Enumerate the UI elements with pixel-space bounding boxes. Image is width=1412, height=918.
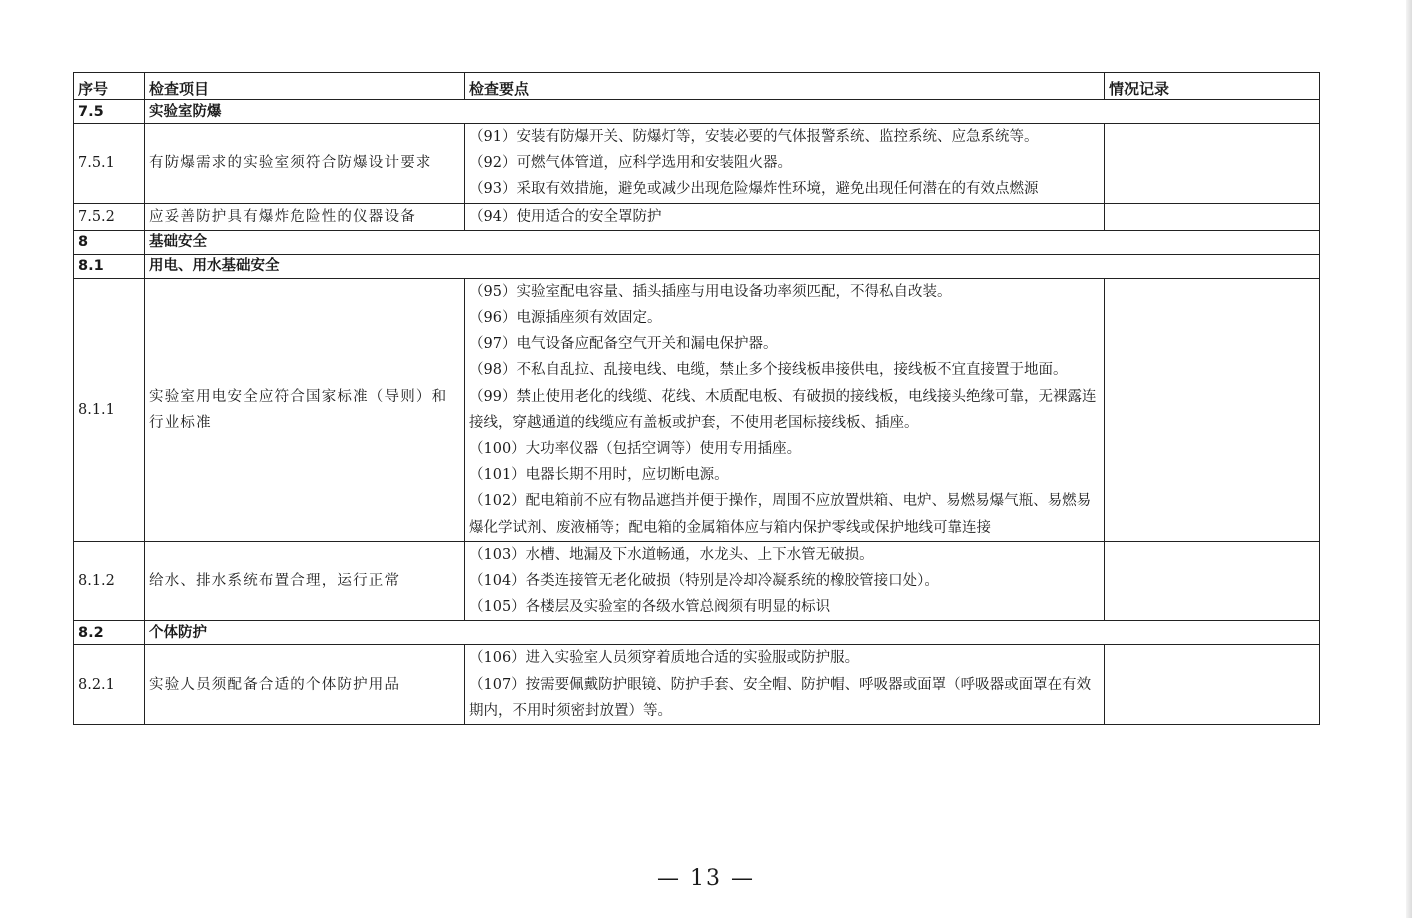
section-title: 个体防护 [145, 621, 1320, 645]
check-point: （106）进入实验室人员须穿着质地合适的实验服或防护服。 [469, 650, 860, 667]
row-item: 实验室用电安全应符合国家标准（导则）和行业标准 [145, 278, 465, 541]
section-no: 8.1 [74, 254, 145, 278]
row-item: 给水、排水系统布置合理，运行正常 [145, 541, 465, 621]
section-no: 7.5 [74, 100, 145, 124]
check-point: （102）配电箱前不应有物品遮挡并便于操作，周围不应放置烘箱、电炉、易燃易爆气瓶、易燃易爆化学试剂、废液桶等；配电箱的金属箱体应与箱内保护零线或保护地线可靠连接 [469, 493, 1092, 536]
section-title: 实验室防爆 [145, 100, 1320, 124]
record-cell[interactable] [1105, 278, 1320, 541]
row-points [465, 278, 1105, 541]
check-point: （98）不私自乱拉、乱接电线、电缆，禁止多个接线板串接供电，接线板不宜直接置于地面。 [469, 362, 1068, 379]
header-record: 情况记录 [1105, 73, 1320, 100]
row-points [465, 645, 1105, 725]
page-edge-shadow [1406, 0, 1412, 918]
record-cell[interactable] [1105, 203, 1320, 230]
row-points [465, 541, 1105, 621]
table-row [74, 124, 1320, 204]
table-header-row [74, 73, 1320, 100]
check-point: （91）安装有防爆开关、防爆灯等，安装必要的气体报警系统、监控系统、应急系统等。 [469, 129, 1039, 145]
table-row [74, 645, 1320, 725]
table-row [74, 203, 1320, 230]
table-row [74, 541, 1320, 621]
check-point: （103）水槽、地漏及下水道畅通，水龙头、上下水管无破损。 [469, 546, 874, 563]
check-point: （97）电气设备应配备空气开关和漏电保护器。 [469, 336, 778, 353]
section-title: 基础安全 [145, 230, 1320, 254]
record-cell[interactable] [1105, 645, 1320, 725]
table-row [74, 278, 1320, 541]
check-point: （107）按需要佩戴防护眼镜、防护手套、安全帽、防护帽、呼吸器或面罩（呼吸器或面罩在有效期内，不用时须密封放置）等。 [469, 676, 1092, 719]
check-point: （105）各楼层及实验室的各级水管总阀须有明显的标识 [469, 599, 831, 616]
record-cell[interactable] [1105, 541, 1320, 621]
check-point: （95）实验室配电容量、插头插座与用电设备功率须匹配，不得私自改装。 [469, 283, 952, 300]
row-item: 实验人员须配备合适的个体防护用品 [145, 645, 465, 725]
section-row [74, 254, 1320, 278]
record-cell[interactable] [1105, 124, 1320, 204]
header-points: 检查要点 [465, 73, 1105, 100]
row-points [465, 203, 1105, 230]
check-point: （101）电器长期不用时，应切断电源。 [469, 467, 729, 484]
row-item: 应妥善防护具有爆炸危险性的仪器设备 [145, 203, 465, 230]
row-no: 8.1.1 [74, 278, 145, 541]
check-point: （92）可燃气体管道，应科学选用和安装阻火器。 [469, 155, 792, 172]
check-point: （104）各类连接管无老化破损（特别是冷却冷凝系统的橡胶管接口处）。 [469, 573, 939, 590]
row-no: 7.5.1 [74, 124, 145, 204]
section-row [74, 100, 1320, 124]
row-item: 有防爆需求的实验室须符合防爆设计要求 [145, 124, 465, 204]
check-point: （100）大功率仪器（包括空调等）使用专用插座。 [469, 441, 802, 458]
section-no: 8.2 [74, 621, 145, 645]
section-title: 用电、用水基础安全 [145, 254, 1320, 278]
row-no: 8.1.2 [74, 541, 145, 621]
check-point: （93）采取有效措施，避免或减少出现危险爆炸性环境，避免出现任何潜在的有效点燃源 [469, 181, 1039, 198]
row-no: 8.2.1 [74, 645, 145, 725]
section-row [74, 230, 1320, 254]
check-point: （94）使用适合的安全罩防护 [469, 208, 662, 225]
page-number: — 13 — [657, 866, 755, 891]
check-point: （96）电源插座须有效固定。 [469, 310, 662, 327]
section-no: 8 [74, 230, 145, 254]
row-points [465, 124, 1105, 204]
section-row [74, 621, 1320, 645]
header-item: 检查项目 [145, 73, 465, 100]
header-no: 序号 [74, 73, 145, 100]
row-no: 7.5.2 [74, 203, 145, 230]
safety-checklist-table [73, 72, 1320, 725]
check-point: （99）禁止使用老化的线缆、花线、木质配电板、有破损的接线板，电线接头绝缘可靠，无裸露连接线，穿越通道的线缆应有盖板或护套，不使用老国标接线板、插座。 [469, 388, 1097, 431]
